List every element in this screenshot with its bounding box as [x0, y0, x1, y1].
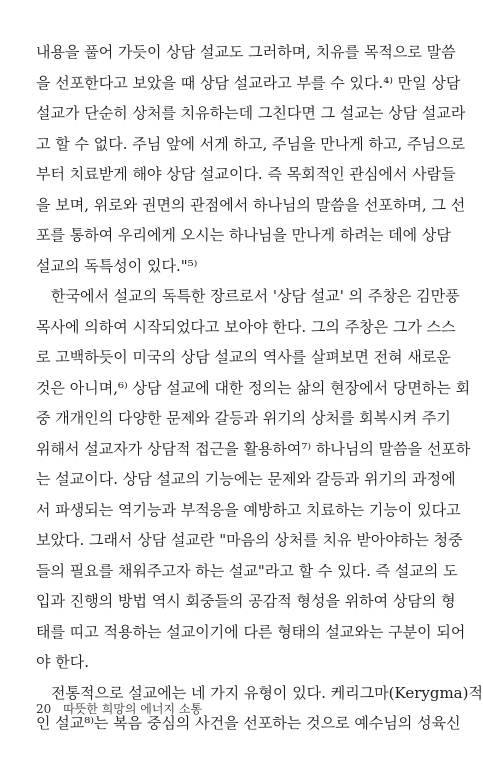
text-line: 목사에 의하여 시작되었다고 보아야 한다. 그의 주창은 그가 스스: [36, 317, 456, 336]
text-line: 야 한다.: [36, 653, 90, 671]
text-line: 을 선포한다고 보았을 때 상담 설교라고 부를 수 있다.⁴⁾ 만일 상담: [36, 73, 461, 92]
text-line: 로 고백하듯이 미국의 상담 설교의 역사를 살펴보면 전혀 새로운: [36, 348, 451, 366]
text-line: 중 개개인의 다양한 문제와 갈등과 위기의 상처를 회복시켜 주기: [36, 409, 451, 427]
text-line: 내용을 풀어 가듯이 상담 설교도 그러하며, 치유를 목적으로 말씀: [36, 43, 456, 61]
text-line: 위해서 설교자가 상담적 접근을 활용하여⁷⁾ 하나님의 말씀을 선포하: [36, 439, 471, 458]
text-line: 한국에서 설교의 독특한 장르로서 '상담 설교' 의 주창은 김만풍: [51, 287, 460, 305]
text-line: 고 할 수 없다. 주님 앞에 서게 하고, 주님을 만나게 하고, 주님으로: [36, 134, 466, 153]
text-line: 인 설교⁸⁾는 복음 중심의 사건을 선포하는 것으로 예수님의 성육신: [36, 714, 461, 732]
page-number: 20: [36, 702, 52, 716]
running-title: 따뜻한 희망의 에너지 소통: [63, 702, 203, 716]
body-text: [36, 37, 483, 739]
text-line: 설교의 독특성이 있다."⁵⁾: [36, 256, 198, 275]
text-line: 태를 띠고 적용하는 설교이기에 다른 형태의 설교와는 구분이 되어: [36, 622, 466, 641]
text-line: 부터 치료받게 해야 상담 설교이다. 즉 목회적인 관심에서 사람들: [36, 165, 456, 183]
text-line: 보았다. 그래서 상담 설교란 "마음의 상처를 치유 받아야하는 청중: [36, 531, 463, 549]
text-line: 들의 필요를 채워주고자 하는 설교"라고 할 수 있다. 즉 설교의 도: [36, 561, 458, 580]
text-line: 입과 진행의 방법 역시 회중들의 공감적 형성을 위하여 상담의 형: [36, 592, 456, 610]
text-line: 는 설교이다. 상담 설교의 기능에는 문제와 갈등과 위기의 과정에: [36, 470, 456, 488]
text-line: 포를 통하여 우리에게 오시는 하나님을 만나게 하려는 데에 상담: [36, 226, 451, 244]
text-line: 설교가 단순히 상처를 치유하는데 그친다면 그 설교는 상담 설교라: [36, 104, 466, 122]
text-line: 을 보며, 위로와 권면의 관점에서 하나님의 말씀을 선포하며, 그 선: [36, 195, 466, 214]
page-footer: [36, 700, 202, 717]
text-line: 전통적으로 설교에는 네 가지 유형이 있다. 케리그마(Kerygma)적: [51, 683, 483, 702]
text-line: 것은 아니며,⁶⁾ 상담 설교에 대한 정의는 삶의 현장에서 당면하는 회: [36, 378, 471, 397]
text-line: 서 파생되는 역기능과 부적응을 예방하고 치료하는 기능이 있다고: [36, 500, 461, 519]
